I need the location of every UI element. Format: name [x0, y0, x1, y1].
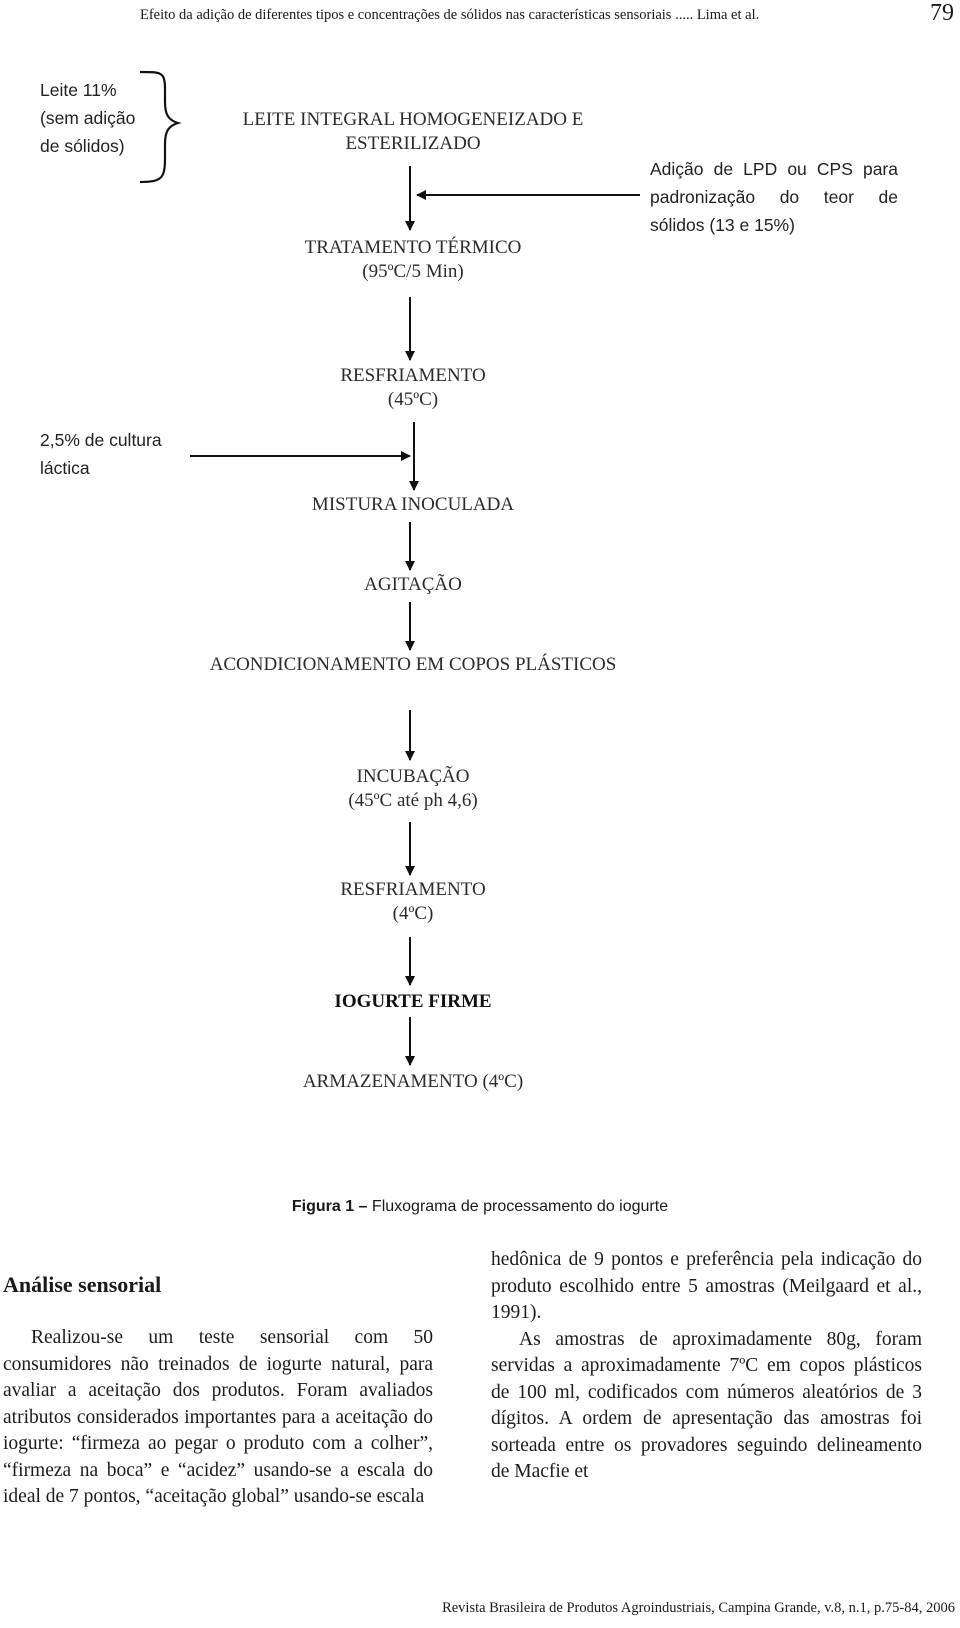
step-line: (45ºC)	[387, 389, 439, 410]
figure-caption	[0, 1198, 960, 1216]
figure-caption-text: Fluxograma de processamento do iogurte	[371, 1198, 669, 1215]
milk-label-line: de sólidos)	[40, 136, 125, 156]
culture-input-label	[40, 426, 162, 482]
milk-input-label	[40, 76, 135, 160]
step-line: (4ºC)	[392, 903, 434, 924]
right-column	[491, 1247, 922, 1486]
step-cooling-4	[230, 878, 596, 926]
step-line: (95ºC/5 Min)	[362, 261, 464, 282]
step-line: LEITE INTEGRAL HOMOGENEIZADO E	[242, 109, 584, 130]
step-cooling-45	[230, 364, 596, 412]
step-line: INCUBAÇÃO	[356, 766, 470, 787]
solids-label-line: Adição de LPD ou CPS para	[650, 159, 898, 179]
step-firm-yogurt: IOGURTE FIRME	[334, 991, 492, 1012]
left-column	[3, 1325, 433, 1511]
step-inoculated-mix: MISTURA INOCULADA	[311, 494, 515, 515]
running-header	[0, 0, 960, 40]
figure-caption-dash: –	[354, 1198, 372, 1215]
page-number: 79	[930, 0, 954, 26]
step-line: RESFRIAMENTO	[340, 365, 486, 386]
step-line: RESFRIAMENTO	[340, 879, 486, 900]
step-milk	[180, 108, 646, 156]
step-storage: ARMAZENAMENTO (4ºC)	[302, 1071, 524, 1092]
solids-input-label	[650, 155, 898, 239]
step-line: TRATAMENTO TÉRMICO	[304, 237, 522, 258]
journal-footer: Revista Brasileira de Produtos Agroindustriais, Campina Grande, v.8, n.1, p.75-84, 2006	[442, 1600, 955, 1616]
solids-label-line: padronização do teor de	[650, 187, 898, 207]
right-paragraph-1: hedônica de 9 pontos e preferência pela indicação do produto escolhido entre 5 amostras (Meilgaard et al., 1991).	[491, 1249, 922, 1323]
section-title: Análise sensorial	[3, 1272, 162, 1297]
step-line: ESTERILIZADO	[345, 133, 481, 154]
step-heat-treatment	[230, 236, 596, 284]
figure-caption-label: Figura 1	[291, 1198, 355, 1215]
milk-brace	[140, 72, 178, 182]
culture-label-line: láctica	[40, 458, 90, 478]
milk-label-line: Leite 11%	[40, 80, 117, 100]
milk-label-line: (sem adição	[40, 108, 136, 128]
step-agitation: AGITAÇÃO	[364, 574, 462, 595]
left-paragraph: Realizou-se um teste sensorial com 50 consumidores não treinados de iogurte natural, para avaliar a aceitação dos produtos. Foram avaliados atributos considerados importantes para a aceitação do iogurte: “firmeza ao pegar o produto com a colher”, “firmeza na boca” e “acidez” usando-se a escala do ideal de 7 pontos, “aceitação global” usando-se escala	[3, 1327, 433, 1507]
right-paragraph-2: As amostras de aproximadamente 80g, foram servidas a aproximadamente 7ºC em copos plásticos de 100 ml, codificados com números aleatórios de 3 dígitos. A ordem de apresentação das amostras foi sorteada entre os provadores seguindo delineamento de Macfie et	[491, 1328, 922, 1482]
step-incubation	[230, 765, 596, 813]
running-title: Efeito da adição de diferentes tipos e concentrações de sólidos nas características sensoriais ..... Lima et al.	[140, 7, 760, 23]
step-packaging: ACONDICIONAMENTO EM COPOS PLÁSTICOS	[209, 654, 617, 675]
step-line: (45ºC até ph 4,6)	[348, 790, 478, 811]
solids-label-line: sólidos (13 e 15%)	[650, 215, 795, 235]
culture-label-line: 2,5% de cultura	[40, 430, 162, 450]
